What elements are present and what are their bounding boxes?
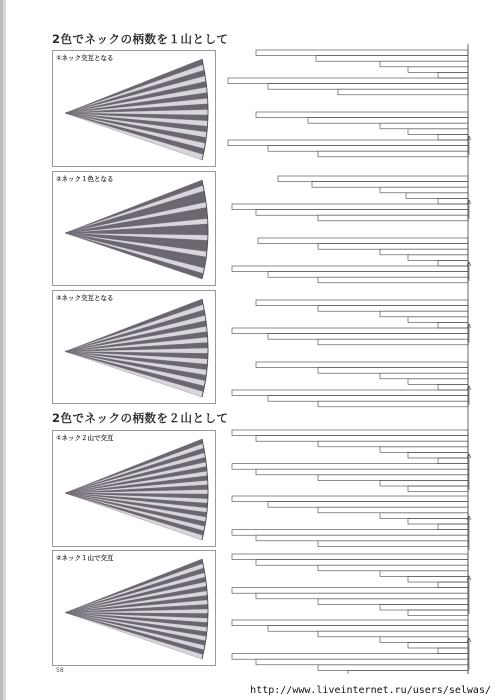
fan-illustration	[53, 431, 215, 546]
chart-row	[438, 322, 468, 328]
chart-row	[318, 475, 468, 481]
chart-row	[318, 215, 468, 221]
chart-row	[268, 84, 468, 90]
chart-row	[232, 530, 468, 536]
chart-row	[256, 469, 468, 475]
chart-row	[348, 670, 468, 674]
chart-row	[256, 300, 468, 306]
chart-row	[318, 306, 468, 312]
chart-row	[268, 626, 468, 632]
chart-row	[380, 311, 468, 317]
chart-row	[438, 198, 468, 204]
chart-row	[380, 571, 468, 577]
chart-row	[268, 502, 468, 508]
knitting-chart-diagram	[224, 44, 474, 674]
chart-row	[232, 620, 468, 626]
chart-row	[256, 362, 468, 368]
chart-row	[380, 373, 468, 379]
chart-row	[408, 129, 468, 135]
chart-row	[278, 176, 468, 182]
chart-row	[408, 576, 468, 582]
panel-label: ①ネック２山で交互	[56, 434, 114, 442]
chart-row	[232, 266, 468, 272]
chart-row	[438, 524, 468, 530]
watermark: http://www.liveinternet.ru/users/selwas/	[250, 685, 491, 696]
chart-row	[408, 486, 468, 492]
chart-row	[408, 518, 468, 524]
chart-row	[438, 582, 468, 588]
chart-row	[232, 496, 468, 502]
chart-row	[256, 436, 468, 442]
chart-row	[232, 464, 468, 470]
chart-row	[318, 565, 468, 571]
chart-row	[380, 249, 468, 255]
chart-row	[256, 593, 468, 599]
chart-row	[408, 255, 468, 261]
chart-row	[232, 328, 468, 334]
chart-row	[268, 272, 468, 278]
fan-illustration	[53, 551, 215, 665]
chart-row	[408, 452, 468, 458]
panel-4	[52, 430, 216, 547]
chart-row	[318, 599, 468, 605]
chart-row	[228, 78, 468, 84]
chart-row	[256, 112, 468, 118]
chart-row	[338, 89, 468, 95]
chart-row	[258, 238, 468, 244]
chart-row	[408, 67, 468, 73]
page-number: 58	[56, 667, 64, 674]
chart-row	[318, 368, 468, 374]
page-edge-shadow	[0, 0, 3, 700]
chart-row	[438, 134, 468, 140]
fan-illustration	[53, 51, 215, 166]
chart-row	[256, 560, 468, 566]
panel-label: ①ネック交互となる	[56, 54, 114, 62]
chart-row	[228, 140, 468, 146]
chart-row	[318, 541, 468, 547]
chart-row	[256, 659, 468, 665]
chart-row	[318, 244, 468, 250]
chart-row	[318, 151, 468, 157]
chart-row	[318, 339, 468, 345]
chart-row	[406, 193, 468, 199]
chart-row	[318, 401, 468, 407]
chart-row	[268, 146, 468, 152]
chart-row	[232, 554, 468, 560]
chart-row	[438, 260, 468, 266]
chart-row	[318, 631, 468, 637]
chart-row	[438, 384, 468, 390]
chart-row	[318, 507, 468, 513]
fan-illustration	[53, 291, 215, 403]
panel-label: ③ネック交互となる	[56, 294, 114, 302]
chart-row	[380, 637, 468, 643]
chart-row	[438, 458, 468, 464]
chart-row	[268, 334, 468, 340]
chart-row	[380, 123, 468, 129]
chart-row	[380, 447, 468, 453]
chart-row	[408, 379, 468, 385]
chart-row	[318, 277, 468, 283]
chart-row	[308, 118, 468, 124]
chart-row	[232, 204, 468, 210]
panel-3	[52, 290, 216, 404]
chart-row	[256, 210, 468, 216]
chart-row	[256, 535, 468, 541]
chart-row	[408, 317, 468, 323]
panel-label: ②ネック１山で交互	[56, 554, 114, 562]
chart-row	[318, 665, 468, 671]
section-heading-2: 2色でネックの柄数を２山として	[52, 411, 229, 425]
chart-row	[380, 187, 468, 193]
panel-2	[52, 171, 216, 286]
chart-row	[380, 604, 468, 610]
section-heading-1: 2色でネックの柄数を１山として	[52, 32, 229, 46]
chart-row	[318, 441, 468, 447]
chart-row	[380, 513, 468, 519]
chart-row	[408, 610, 468, 616]
chart-row	[232, 390, 468, 396]
panel-5	[52, 550, 216, 666]
chart-row	[380, 480, 468, 486]
chart-row	[438, 72, 468, 78]
chart-row	[232, 654, 468, 660]
chart-row	[256, 50, 468, 56]
chart-row	[312, 182, 468, 188]
chart-row	[232, 430, 468, 436]
chart-row	[408, 642, 468, 648]
chart-row	[380, 61, 468, 67]
fan-illustration	[53, 172, 215, 285]
chart-row	[268, 396, 468, 402]
chart-row	[316, 56, 468, 62]
chart-row	[232, 588, 468, 594]
panel-1	[52, 50, 216, 167]
chart-row	[438, 648, 468, 654]
panel-label: ②ネック１色となる	[56, 175, 114, 183]
